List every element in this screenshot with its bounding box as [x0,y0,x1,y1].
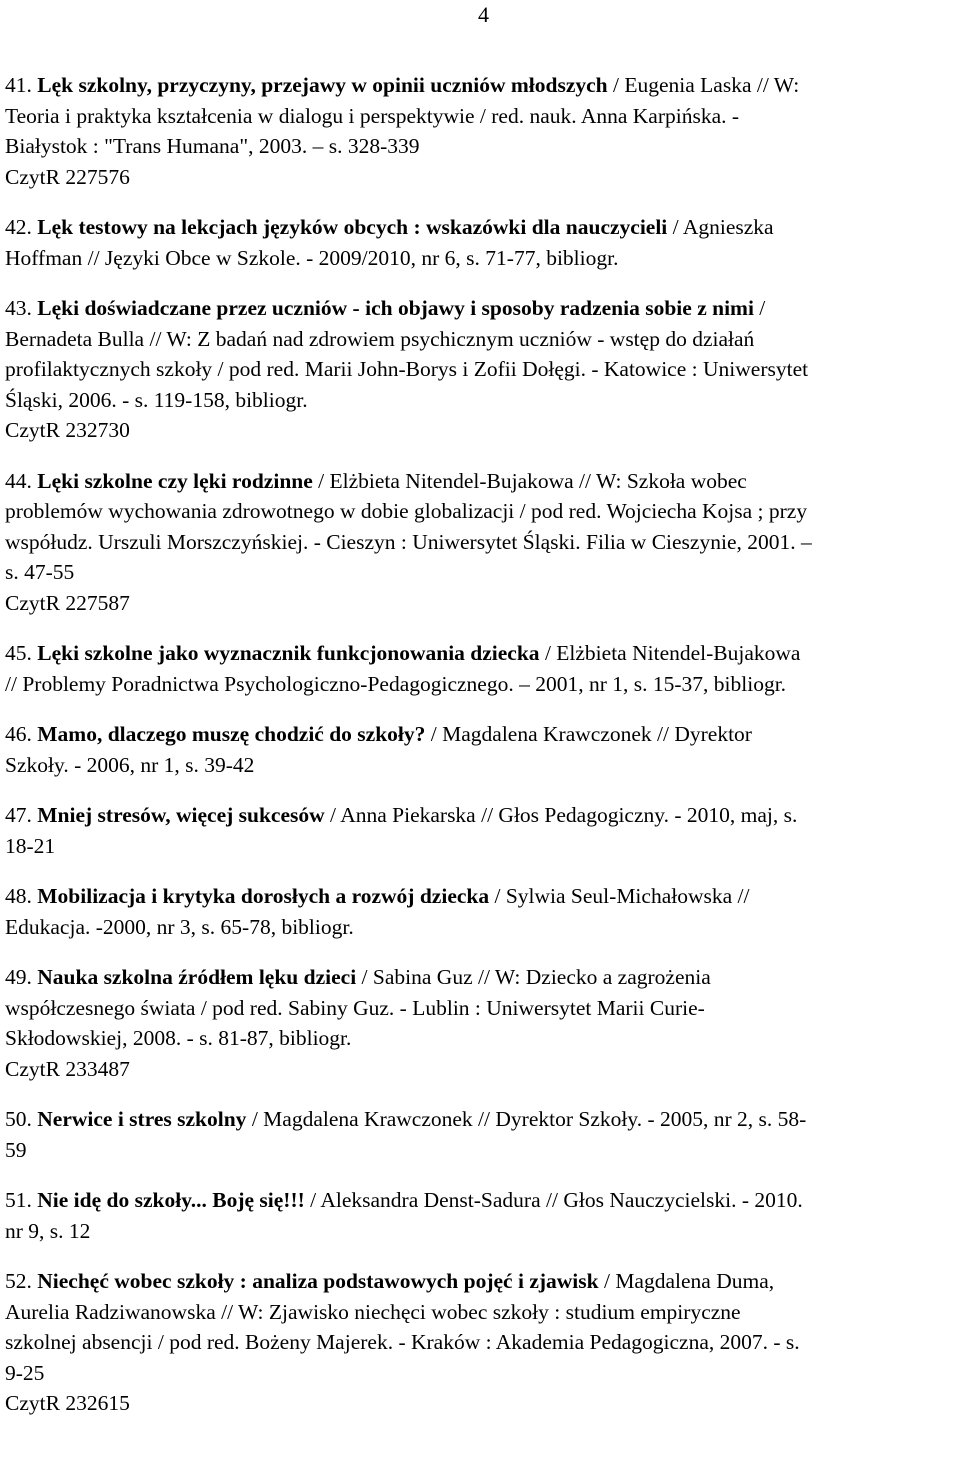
entry-text: 46. [5,722,38,746]
entry-text: 47. [5,803,38,827]
bibliography-entry [5,70,955,192]
entry-text: / Elżbieta Nitendel-Bujakowa [539,641,801,665]
entry-text: / Sylwia Seul-Michałowska // [489,884,750,908]
entry-text: problemów wychowania zdrowotnego w dobie globalizacji / pod red. Wojciecha Kojsa ; przy [5,499,808,523]
bibliography-entry [5,1185,955,1246]
bibliography-entry [5,719,955,780]
entry-text: / Magdalena Duma, [598,1269,775,1293]
entry-text: / Elżbieta Nitendel-Bujakowa // W: Szkoła wobec [312,468,747,493]
entry-text: // Problemy Poradnictwa Psychologiczno-Pedagogicznego. – 2001, nr 1, s. 15-37, bibliogr. [5,671,787,696]
bibliography-entry [5,1104,955,1165]
entry-title: Mniej stresów, więcej sukcesów [37,803,325,827]
entry-text: szkolnej absencji / pod red. Bożeny Majerek. - Kraków : Akademia Pedagogiczna, 2007. - s. [5,1330,800,1354]
entry-text: Szkoły. - 2006, nr 1, s. 39-42 [5,752,255,777]
entry-text: nr 9, s. 12 [5,1218,91,1243]
entry-line [5,212,955,243]
entry-text: CzytR 233487 [5,1056,130,1081]
entry-text: / Sabina Guz // W: Dziecko a zagrożenia [356,965,711,989]
entry-text: / Aleksandra Denst-Sadura // Głos Nauczycielski. - 2010. [304,1188,803,1212]
entry-line [5,1185,955,1216]
entry-text: CzytR 232615 [5,1391,130,1415]
entry-text: / Magdalena Krawczonek // Dyrektor [425,722,752,746]
entry-text: / Anna Piekarska // Głos Pedagogiczny. - 2010, maj, s. [324,803,798,827]
entry-title: Nauka szkolna źródłem lęku dzieci [37,965,357,989]
entry-line [5,1358,955,1389]
entry-line [5,993,955,1024]
entry-text: Edukacja. -2000, nr 3, s. 65-78, bibliogr. [5,914,354,939]
entry-line [5,638,955,669]
bibliography-entry [5,638,955,699]
entry-text: 41. [5,73,38,97]
entry-text: współczesnego świata / pod red. Sabiny Guz. - Lublin : Uniwersytet Marii Curie- [5,995,705,1020]
entry-line [5,527,955,558]
entry-line [5,1266,955,1297]
bibliography-entry [5,881,955,942]
entry-line [5,912,955,943]
entry-line [5,243,955,274]
entry-text: Białystok : "Trans Humana", 2003. – s. 328-339 [5,134,420,158]
bibliography-entry [5,1266,955,1419]
entry-text: Śląski, 2006. - s. 119-158, bibliogr. [5,387,308,412]
entry-line [5,1216,955,1247]
entry-line [5,1104,955,1135]
entry-text: CzytR 232730 [5,418,130,442]
entry-text: CzytR 227576 [5,164,130,189]
bibliography-list [5,70,955,1439]
entry-title: Lęk testowy na lekcjach języków obcych : wskazówki dla nauczycieli [37,215,668,239]
entry-line [5,354,955,385]
entry-text: / Magdalena Krawczonek // Dyrektor Szkoły. - 2005, nr 2, s. 58- [246,1107,807,1131]
entry-text: 52. [5,1269,38,1293]
bibliography-entry [5,466,955,619]
entry-line [5,415,955,446]
entry-text: 43. [5,296,38,320]
entry-text: s. 47-55 [5,560,75,584]
entry-title: Lęki szkolne czy lęki rodzinne [37,468,313,493]
entry-text: 44. [5,468,38,493]
entry-text: 59 [5,1137,27,1162]
entry-line [5,669,955,700]
entry-text: 50. [5,1107,38,1131]
entry-title: Mobilizacja i krytyka dorosłych a rozwój dziecka [37,884,490,908]
entry-line [5,70,955,101]
entry-line [5,466,955,497]
entry-line [5,385,955,416]
entry-text: CzytR 227587 [5,590,130,615]
entry-line [5,881,955,912]
entry-line [5,588,955,619]
entry-text: 42. [5,215,38,239]
entry-line [5,101,955,132]
entry-line [5,831,955,862]
entry-line [5,557,955,588]
entry-line [5,1023,955,1054]
entry-line [5,800,955,831]
bibliography-entry [5,962,955,1084]
entry-title: Lęk szkolny, przyczyny, przejawy w opinii uczniów młodszych [37,73,608,97]
entry-line [5,962,955,993]
entry-line [5,496,955,527]
entry-line [5,324,955,355]
entry-text: Skłodowskiej, 2008. - s. 81-87, bibliogr. [5,1026,352,1050]
entry-line [5,1054,955,1085]
entry-title: Nie idę do szkoły... Boję się!!! [37,1188,305,1212]
entry-text: / [753,296,766,320]
page-number: 4 [478,2,489,27]
entry-title: Lęki doświadczane przez uczniów - ich objawy i sposoby radzenia sobie z nimi [37,296,754,320]
entry-line [5,1135,955,1166]
entry-title: Niechęć wobec szkoły : analiza podstawowych pojęć i zjawisk [37,1269,599,1293]
entry-line [5,719,955,750]
entry-text: / Eugenia Laska // W: [607,73,800,97]
entry-text: Bernadeta Bulla // W: Z badań nad zdrowiem psychicznym uczniów - wstęp do działań [5,326,755,351]
entry-text: 49. [5,965,38,989]
entry-line [5,750,955,781]
entry-title: Mamo, dlaczego muszę chodzić do szkoły? [37,722,426,746]
entry-text: Aurelia Radziwanowska // W: Zjawisko niechęci wobec szkoły : studium empiryczne [5,1299,741,1324]
entry-line [5,293,955,324]
entry-line [5,131,955,162]
entry-text: / Agnieszka [667,215,774,239]
entry-line [5,1327,955,1358]
entry-text: 45. [5,641,38,665]
entry-text: Hoffman // Języki Obce w Szkole. - 2009/2010, nr 6, s. 71-77, bibliogr. [5,245,619,270]
entry-line [5,162,955,193]
bibliography-entry [5,800,955,861]
entry-text: 18-21 [5,833,56,858]
entry-text: 9-25 [5,1360,45,1385]
entry-text: profilaktycznych szkoły / pod red. Marii John-Borys i Zofii Dołęgi. - Katowice : Uniwersytet [5,357,809,381]
entry-title: Lęki szkolne jako wyznacznik funkcjonowania dziecka [37,641,540,665]
bibliography-entry [5,212,955,273]
entry-text: współudz. Urszuli Morszczyńskiej. - Cieszyn : Uniwersytet Śląski. Filia w Cieszynie, 2001. – [5,529,812,554]
entry-line [5,1297,955,1328]
entry-title: Nerwice i stres szkolny [37,1107,247,1131]
entry-text: 48. [5,884,38,908]
entry-text: 51. [5,1188,38,1212]
entry-line [5,1388,955,1419]
bibliography-entry [5,293,955,446]
entry-text: Teoria i praktyka kształcenia w dialogu i perspektywie / red. nauk. Anna Karpińska. - [5,103,740,128]
